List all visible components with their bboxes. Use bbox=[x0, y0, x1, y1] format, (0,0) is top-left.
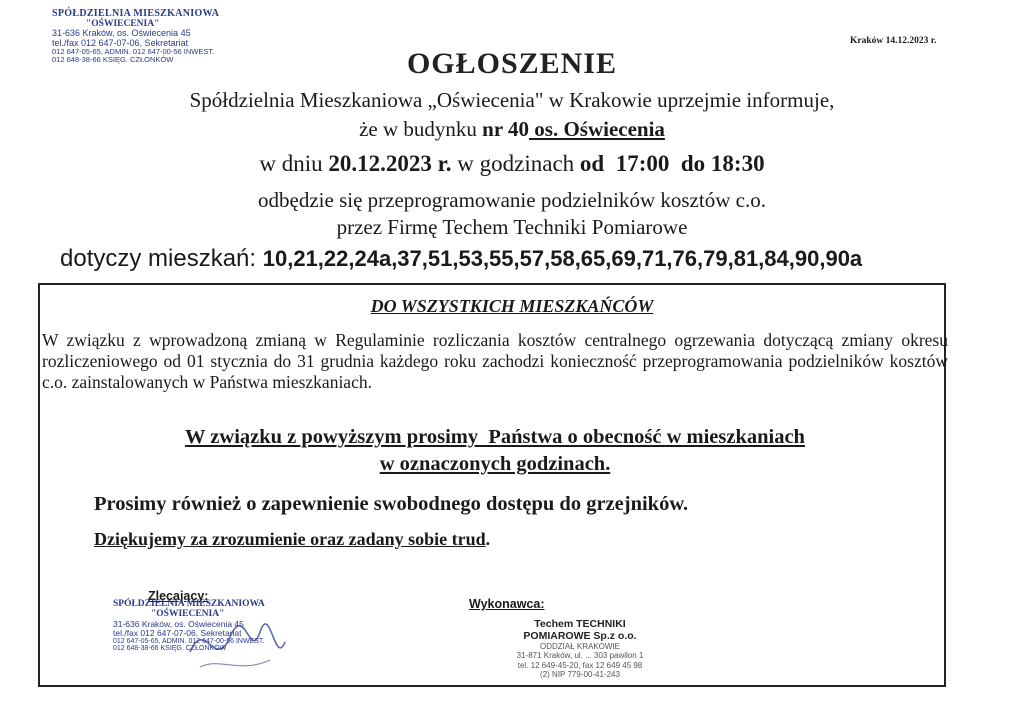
techem-address: 31-871 Kraków, ul. ... 303 pawilon 1 bbox=[516, 651, 644, 661]
stamp-quoted: "OŚWIECENIA" bbox=[86, 18, 160, 29]
techem-nip: (2) NIP 779-00-41-243 bbox=[540, 669, 620, 679]
presence-request bbox=[0, 424, 990, 478]
stamp-bottom-phone: tel./fax 012 647-07-06, Sekretariat bbox=[113, 627, 242, 638]
building-place: os. Oświecenia bbox=[529, 117, 665, 141]
date-middle: w godzinach bbox=[451, 151, 580, 176]
techem-name: Techem TECHNIKI POMIAROWE Sp.z o.o. bbox=[523, 618, 637, 643]
event-date: 20.12.2023 r. bbox=[328, 151, 452, 176]
intro-line: Spółdzielnia Mieszkaniowa „Oświecenia" w Krakowie uprzejmie informuje, bbox=[189, 88, 835, 112]
apartments-label: dotyczy mieszkań: bbox=[60, 245, 263, 272]
techem-stamp bbox=[505, 618, 655, 679]
building-line bbox=[0, 117, 1024, 142]
apartments-numbers: 10,21,22,24a,37,51,53,55,57,58,65,69,71,76,79,81,84,90,90a bbox=[262, 246, 863, 271]
building-prefix: że w budynku bbox=[359, 117, 483, 141]
signature-scribble-icon bbox=[180, 612, 290, 682]
presence-request-line2: w oznaczonych godzinach. bbox=[379, 453, 611, 475]
company-line: przez Firmę Techem Techniki Pomiarowe bbox=[336, 215, 688, 239]
stamp-phone: tel./fax 012 647-07-06, Sekretariat bbox=[52, 37, 189, 48]
date-prefix: w dniu bbox=[259, 151, 329, 176]
thanks-text: Dziękujemy za zrozumienie oraz zadany sobie trud bbox=[94, 529, 486, 549]
box-title: DO WSZYSTKICH MIESZKAŃCÓW bbox=[370, 296, 654, 316]
thanks-end: . bbox=[485, 529, 491, 549]
techem-phone: tel. 12 649-45-20, fax 12 649 45 98 bbox=[517, 660, 643, 670]
date-line bbox=[0, 151, 1024, 177]
reprogramming-line: odbędzie się przeprogramowanie podzielników kosztów c.o. bbox=[258, 188, 766, 212]
stamp-admin: 012 647-05-65, ADMIN. 012 647-00-56 INWEST. bbox=[52, 47, 215, 57]
wykonawca-label: Wykonawca: bbox=[469, 597, 545, 611]
stamp-bottom-ksieg: 012 648-38-66 KSIĘG. CZŁONKÓW bbox=[113, 645, 227, 653]
stamp-ksieg: 012 648-38-66 KSIĘG. CZŁONKÓW bbox=[52, 55, 174, 65]
event-time: od 17:00 do 18:30 bbox=[579, 151, 765, 176]
page-title: OGŁOSZENIE bbox=[406, 47, 618, 80]
apartments-line bbox=[60, 245, 862, 273]
building-number: nr 40 bbox=[482, 117, 530, 141]
document-date: Kraków 14.12.2023 r. bbox=[850, 36, 937, 46]
techem-dept: ODDZIAŁ KRAKOWIE bbox=[539, 642, 620, 652]
stamp-bottom-name: SPÓŁDZIELNIA MIESZKANIOWA bbox=[113, 599, 265, 609]
stamp-bottom-address: 31-636 Kraków, os. Oświecenia 45 bbox=[113, 618, 244, 629]
presence-request-line1: W związku z powyższym prosimy Państwa o obecność w mieszkaniach bbox=[185, 426, 805, 448]
stamp-address: 31-636 Kraków, os. Oświecenia 45 bbox=[52, 28, 191, 39]
stamp-bottom-quoted: "OŚWIECENIA" bbox=[151, 608, 225, 619]
box-paragraph: W związku z wprowadzoną zmianą w Regulaminie rozliczania kosztów centralnego ogrzewania dotyczącą zmiany okresu rozliczeniowego od 01 stycznia do 31 grudnia każdego roku zachodzi konieczność przeprogramowania podzielników kosztów c.o. zainstalowanych w Państwa mieszkaniach. bbox=[42, 330, 948, 392]
stamp-bottom-admin: 012 647-05-65, ADMIN. 012 647-00-56 INWEST. bbox=[113, 637, 265, 645]
access-request: Prosimy również o zapewnienie swobodnego dostępu do grzejników. bbox=[94, 493, 689, 515]
thanks-line bbox=[94, 529, 490, 550]
stamp-name: SPÓŁDZIELNIA MIESZKANIOWA bbox=[52, 8, 220, 19]
zlecajacy-label: Zlecający: bbox=[148, 589, 209, 603]
